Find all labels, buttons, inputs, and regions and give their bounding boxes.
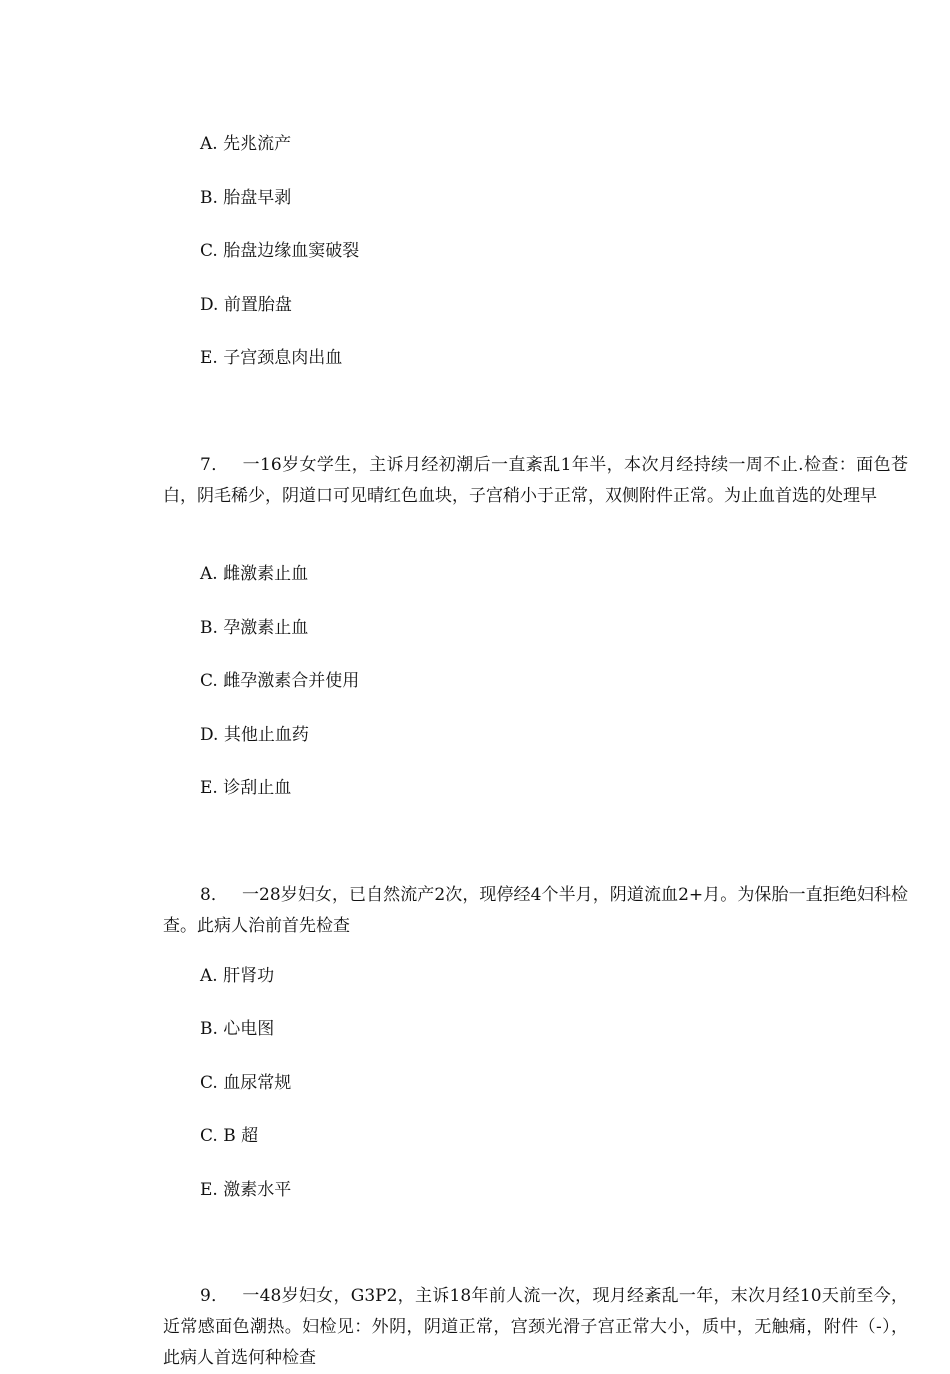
- q7-number: 7．: [200, 455, 229, 475]
- q8-stem: [163, 880, 908, 942]
- q8-option-e: E. 激素水平: [200, 1180, 292, 1200]
- q6-option-e: E. 子宫颈息肉出血: [200, 348, 343, 368]
- q7-stem: [163, 450, 908, 512]
- q8-option-d: C. B 超: [200, 1126, 259, 1146]
- q7-option-e: E. 诊刮止血: [200, 778, 292, 798]
- q7-option-d: D. 其他止血药: [200, 725, 309, 745]
- q9-stem: [163, 1281, 908, 1374]
- q8-option-a: A. 肝肾功: [200, 966, 275, 986]
- q8-option-b: B. 心电图: [200, 1019, 275, 1039]
- q7-option-c: C. 雌孕激素合并使用: [200, 671, 360, 691]
- q8-number: 8．: [200, 885, 228, 905]
- q7-option-b: B. 孕激素止血: [200, 618, 309, 638]
- q6-option-d: D. 前置胎盘: [200, 295, 292, 315]
- q9-stem-text: 一48岁妇女，G3P2，主诉18年前人流一次，现月经紊乱一年，末次月经10天前至今，近常感面色潮热。妇检见：外阴，阴道正常，宫颈光滑子宫正常大小，质中，无触痛，附件（-），此病人首选何种检查: [163, 1286, 908, 1368]
- q8-stem-text: 一28岁妇女，已自然流产2次，现停经4个半月，阴道流血2+月。为保胎一直拒绝妇科检查。此病人治前首先检查: [163, 885, 908, 936]
- q6-option-b: B. 胎盘早剥: [200, 188, 292, 208]
- q8-option-c: C. 血尿常规: [200, 1073, 292, 1093]
- q7-stem-text: 一16岁女学生，主诉月经初潮后一直紊乱1年半，本次月经持续一周不止.检查：面色苍白，阴毛稀少，阴道口可见晴红色血块，子宫稍小于正常，双侧附件正常。为止血首选的处理早: [163, 455, 908, 506]
- q7-option-a: A. 雌激素止血: [200, 564, 309, 584]
- q9-number: 9．: [200, 1286, 229, 1306]
- q6-option-c: C. 胎盘边缘血窦破裂: [200, 241, 360, 261]
- q6-option-a: A. 先兆流产: [200, 134, 292, 154]
